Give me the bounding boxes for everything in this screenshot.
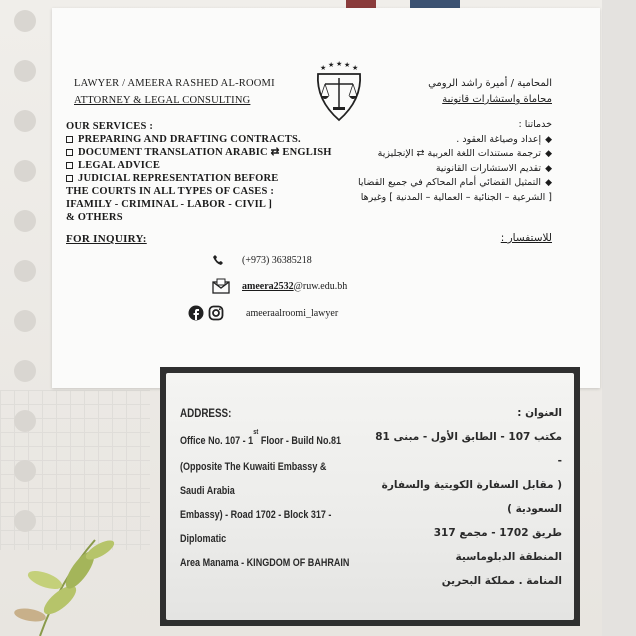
diamond-bullet-icon: ◆ <box>545 163 552 174</box>
svg-text:★: ★ <box>344 61 351 69</box>
lawyer-name-arabic: المحامية / أميرة راشد الرومي <box>428 78 552 89</box>
service-continuation: THE COURTS IN ALL TYPES OF CASES : <box>66 186 275 197</box>
services-arabic <box>352 118 552 205</box>
checkbox-icon <box>66 175 73 182</box>
inquiry-label-arabic: للاستفسار : <box>500 232 552 244</box>
diamond-bullet-icon: ◆ <box>545 149 552 159</box>
service-item-arabic: ◆ترجمة مستندات اللغة العربية ⇄ الإنجليزية <box>352 147 552 162</box>
checkbox-icon <box>66 162 73 169</box>
scales-of-justice-logo-icon <box>310 60 368 126</box>
address-line-arabic: ( مقابل السفارة الكويتية والسفارة السعودية ) <box>381 479 562 515</box>
services-title: OUR SERVICES : <box>66 121 154 132</box>
phone-icon <box>212 254 224 266</box>
firm-subtitle: ATTORNEY & LEGAL CONSULTING <box>74 95 251 106</box>
diamond-bullet-icon: ◆ <box>545 178 552 188</box>
svg-text:★: ★ <box>328 61 335 69</box>
service-continuation-arabic: [ الشرعية – الجنائية – العمالية – المدنية ] وغيرها <box>360 191 552 203</box>
mail-icon <box>212 278 230 294</box>
address-photo <box>160 367 580 626</box>
address-line-arabic: المنامة . مملكة البحرين <box>441 575 562 587</box>
checkbox-icon <box>66 136 73 143</box>
address-title: ADDRESS: <box>180 406 232 420</box>
diamond-bullet-icon: ◆ <box>545 134 552 145</box>
leaves-decoration-icon <box>0 480 160 636</box>
address-title-arabic: العنوان : <box>517 407 562 419</box>
svg-text:★: ★ <box>320 64 327 72</box>
checkbox-icon <box>66 149 73 156</box>
svg-text:★: ★ <box>336 60 343 68</box>
service-item-arabic: ◆تقديم الاستشارات القانونية <box>352 162 552 177</box>
firm-subtitle-arabic: محاماة واستشارات قانونية <box>442 94 552 105</box>
service-item-arabic: ◆إعداد وصياغة العقود . <box>352 133 552 148</box>
phone-number[interactable]: (+973) 36385218 <box>242 254 312 266</box>
service-item: JUDICIAL REPRESENTATION BEFORE <box>66 172 366 185</box>
address-line: (Opposite The Kuwaiti Embassy & Saudi Arabia <box>180 461 327 497</box>
social-contact <box>188 305 338 321</box>
service-continuation: & OTHERS <box>66 212 123 223</box>
address-line: Embassy) - Road 1702 - Block 317 - Diplomatic <box>180 509 332 545</box>
phone-contact <box>212 254 312 266</box>
service-item: DOCUMENT TRANSLATION ARABIC ⇄ ENGLISH <box>66 146 366 159</box>
email-contact <box>212 278 347 294</box>
address-line-arabic: طريق 1702 - مجمع 317 <box>433 527 562 539</box>
arabic-header <box>402 76 552 108</box>
services-title-arabic: خدماتنا : <box>518 119 552 130</box>
inquiry-label: FOR INQUIRY: <box>66 233 147 245</box>
instagram-icon[interactable] <box>208 305 224 321</box>
background-strip <box>602 0 636 636</box>
english-header <box>74 75 314 109</box>
service-item: PREPARING AND DRAFTING CONTRACTS. <box>66 133 366 146</box>
address-line: Area Manama - KINGDOM OF BAHRAIN <box>180 557 350 569</box>
service-item: LEGAL ADVICE <box>66 159 366 172</box>
address-line-arabic: المنطقة الدبلوماسية <box>455 551 562 563</box>
lawyer-name: LAWYER / AMEERA RASHED AL-ROOMI <box>74 78 275 89</box>
address-english <box>180 401 352 575</box>
svg-text:★: ★ <box>352 64 359 72</box>
services-english <box>66 120 366 224</box>
social-handle[interactable]: ameeraalroomi_lawyer <box>246 307 339 319</box>
facebook-icon[interactable] <box>188 305 204 321</box>
email-address[interactable]: ameera2532@ruw.edu.bh <box>242 280 348 292</box>
address-line-arabic: مكتب 107 - الطابق الأول - مبنى 81 - <box>375 431 562 467</box>
address-line: Office No. 107 - 1st Floor - Build No.81 <box>180 429 342 447</box>
address-label <box>166 373 574 620</box>
service-item-arabic: ◆التمثيل القضائي أمام المحاكم في جميع القضايا <box>352 176 552 191</box>
address-arabic <box>372 401 562 593</box>
business-card <box>52 8 600 388</box>
service-continuation: IFAMILY - CRIMINAL - LABOR - CIVIL ] <box>66 199 273 210</box>
